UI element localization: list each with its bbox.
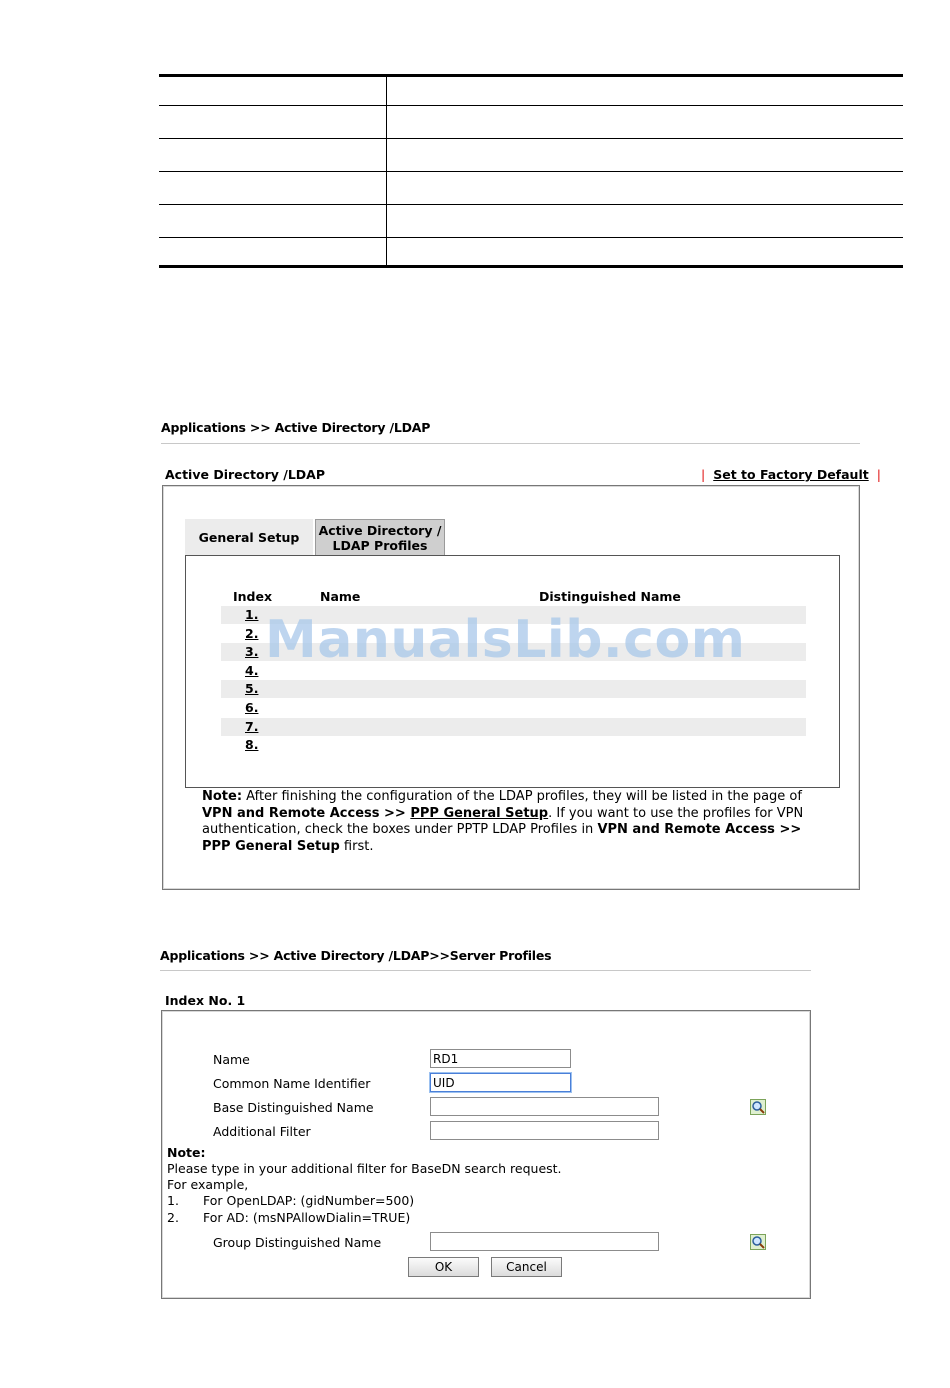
note-text: Note: After finishing the configuration of the LDAP profiles, they will be listed in the page of VPN and Remote Access >> PPP General Setup. If you want to use the profiles for VPN authentication, check the boxes under PPTP LDAP Profiles in VPN and Remote Access >> PPP General Setup first. xyxy=(202,789,804,854)
note-item1-num: 1. xyxy=(167,1193,179,1208)
group-dn-input[interactable] xyxy=(430,1232,659,1251)
base-dn-input[interactable] xyxy=(430,1097,659,1116)
profile-link-4[interactable]: 4. xyxy=(245,663,259,678)
name-input[interactable] xyxy=(430,1049,571,1068)
group-dn-label: Group Distinguished Name xyxy=(213,1235,382,1250)
column-index: Index xyxy=(233,589,273,604)
search-icon[interactable] xyxy=(750,1234,766,1250)
profile-link-6[interactable]: 6. xyxy=(245,700,259,715)
base-dn-label: Base Distinguished Name xyxy=(213,1100,374,1115)
table-row xyxy=(221,680,806,698)
section-title: Active Directory /LDAP xyxy=(165,467,326,482)
factory-default: | Set to Factory Default | xyxy=(701,467,881,482)
tab-ldap-profiles[interactable]: Active Directory / LDAP Profiles xyxy=(315,519,445,555)
watermark: ManualsLib.com xyxy=(265,610,746,670)
name-label: Name xyxy=(213,1052,250,1067)
divider xyxy=(161,443,860,444)
table-row xyxy=(221,699,806,717)
note-line1: Please type in your additional filter for BaseDN search request. xyxy=(167,1161,562,1176)
profile-link-5[interactable]: 5. xyxy=(245,681,259,696)
note-label: Note: xyxy=(167,1145,206,1160)
profile-link-1[interactable]: 1. xyxy=(245,607,259,622)
search-icon[interactable] xyxy=(750,1099,766,1115)
ppp-general-setup-link[interactable]: PPP General Setup xyxy=(410,805,549,821)
note-item2-num: 2. xyxy=(167,1210,179,1225)
cn-label: Common Name Identifier xyxy=(213,1076,371,1091)
profile-link-3[interactable]: 3. xyxy=(245,644,259,659)
column-distinguished-name: Distinguished Name xyxy=(539,589,681,604)
filter-label: Additional Filter xyxy=(213,1124,311,1139)
column-name: Name xyxy=(320,589,361,604)
table-row xyxy=(221,736,806,754)
empty-table xyxy=(159,74,903,268)
divider xyxy=(160,970,811,971)
tab-general-setup[interactable]: General Setup xyxy=(185,519,313,555)
common-name-input[interactable] xyxy=(430,1073,571,1092)
profile-link-2[interactable]: 2. xyxy=(245,626,259,641)
breadcrumb: Applications >> Active Directory /LDAP xyxy=(161,420,431,435)
note-item2: For AD: (msNPAllowDialin=TRUE) xyxy=(203,1210,411,1225)
profile-link-7[interactable]: 7. xyxy=(245,719,259,734)
additional-filter-input[interactable] xyxy=(430,1121,659,1140)
table-row xyxy=(221,718,806,736)
ok-button[interactable]: OK xyxy=(408,1257,479,1277)
breadcrumb-server-profiles: Applications >> Active Directory /LDAP>>Server Profiles xyxy=(160,948,552,963)
index-title: Index No. 1 xyxy=(165,993,246,1008)
note-item1: For OpenLDAP: (gidNumber=500) xyxy=(203,1193,415,1208)
set-factory-default-link[interactable]: Set to Factory Default xyxy=(713,467,869,482)
profile-link-8[interactable]: 8. xyxy=(245,737,259,752)
note-line2: For example, xyxy=(167,1177,249,1192)
cancel-button[interactable]: Cancel xyxy=(491,1257,562,1277)
